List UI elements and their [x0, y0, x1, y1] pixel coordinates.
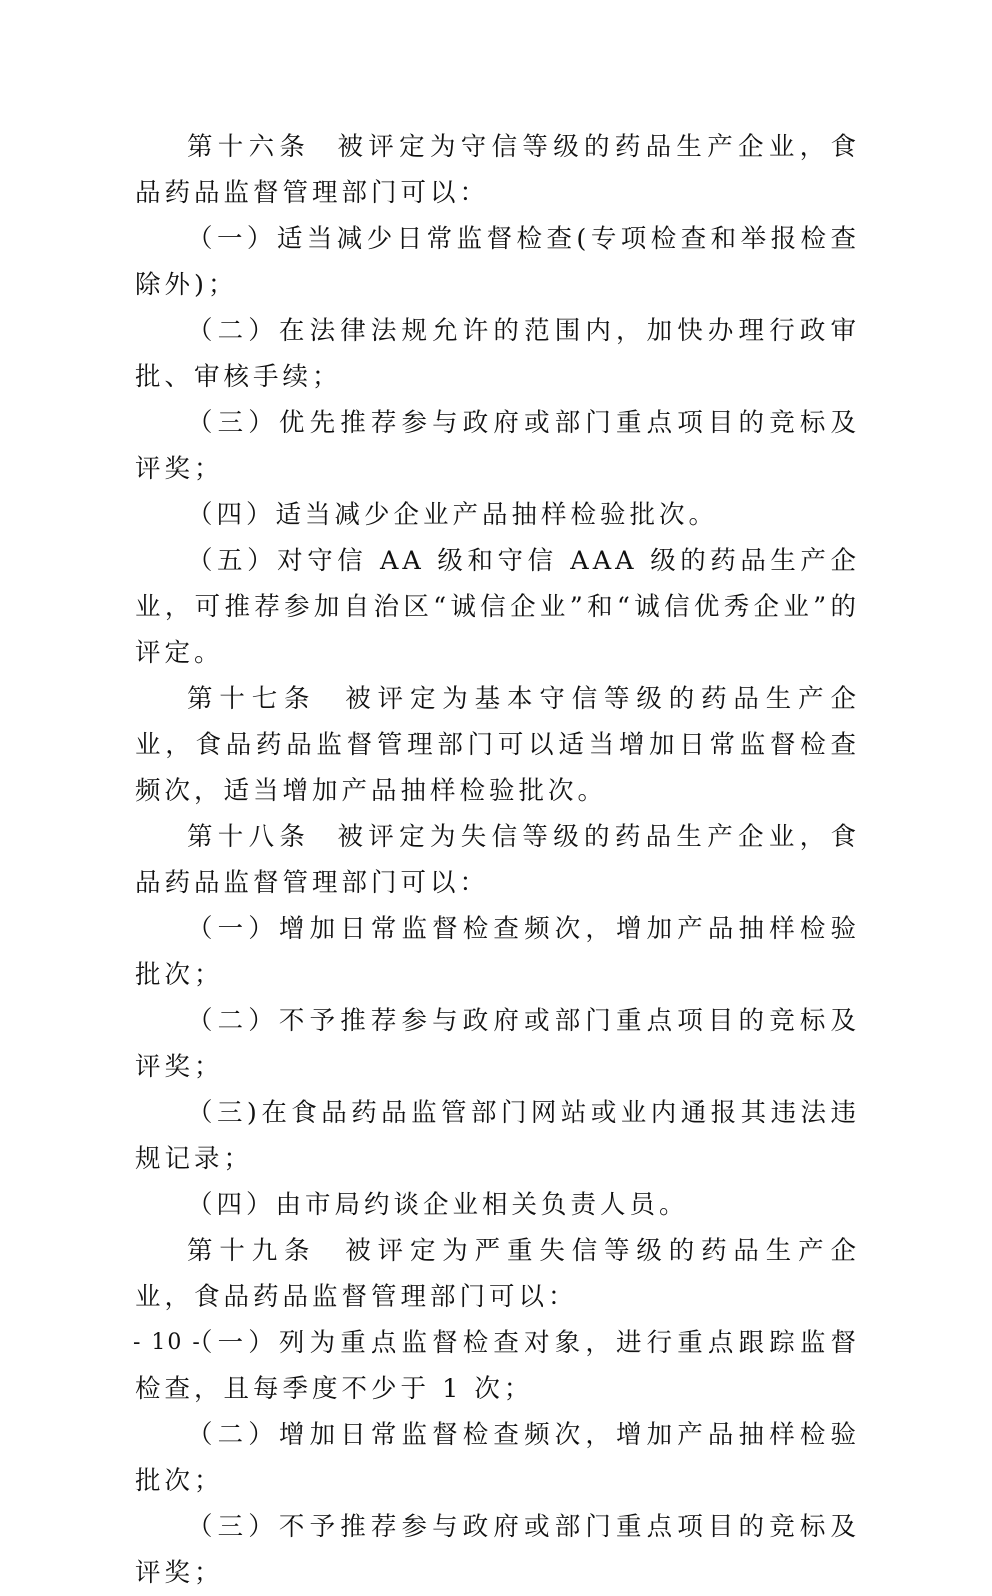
- article-18-paragraph: [135, 814, 860, 906]
- article-18-item-2: （二）不予推荐参与政府或部门重点项目的竞标及评奖；: [135, 1006, 860, 1082]
- page-number: - 10 -: [133, 1330, 202, 1355]
- article-19-item-1: （一）列为重点监督检查对象，进行重点跟踪监督检查，且每季度不少于 1 次；: [135, 1328, 860, 1404]
- article-17-text: 被评定为基本守信等级的药品生产企业，食品药品监督管理部门可以适当增加日常监督检查频次，适当增加产品抽样检验批次。: [135, 684, 860, 806]
- article-18-text: 被评定为失信等级的药品生产企业，食品药品监督管理部门可以：: [135, 822, 860, 898]
- article-16-item-1: （一）适当减少日常监督检查(专项检查和举报检查除外)；: [135, 224, 860, 300]
- article-16-item-4: （四）适当减少企业产品抽样检验批次。: [187, 500, 719, 530]
- article-18-heading: 第十八条: [187, 822, 311, 852]
- article-16-item-2: （二）在法律法规允许的范围内，加快办理行政审批、审核手续；: [135, 316, 860, 392]
- article-16-heading: 第十六条: [187, 132, 311, 162]
- article-19-text: 被评定为严重失信等级的药品生产企业，食品药品监督管理部门可以：: [135, 1236, 860, 1312]
- article-16-paragraph: [135, 124, 860, 216]
- article-19-heading: 第十九条: [187, 1236, 317, 1266]
- article-17-paragraph: [135, 676, 860, 814]
- article-17-heading: 第十七条: [187, 684, 317, 714]
- article-18-item-1: （一）增加日常监督检查频次，增加产品抽样检验批次；: [135, 914, 860, 990]
- body-text: [135, 124, 860, 1596]
- article-16-item-5: （五）对守信 AA 级和守信 AAA 级的药品生产企业，可推荐参加自治区“诚信企业”和“诚信优秀企业”的评定。: [135, 546, 860, 668]
- article-16-text: 被评定为守信等级的药品生产企业，食品药品监督管理部门可以：: [135, 132, 860, 208]
- article-18-item-3: （三)在食品药品监管部门网站或业内通报其违法违规记录；: [135, 1098, 860, 1174]
- article-16-item-3: （三）优先推荐参与政府或部门重点项目的竞标及评奖；: [135, 408, 860, 484]
- article-18-item-4: （四）由市局约谈企业相关负责人员。: [187, 1190, 689, 1220]
- article-19-item-2: （二）增加日常监督检查频次，增加产品抽样检验批次；: [135, 1420, 860, 1496]
- article-19-paragraph: [135, 1228, 860, 1320]
- article-19-item-3: （三）不予推荐参与政府或部门重点项目的竞标及评奖；: [135, 1512, 860, 1588]
